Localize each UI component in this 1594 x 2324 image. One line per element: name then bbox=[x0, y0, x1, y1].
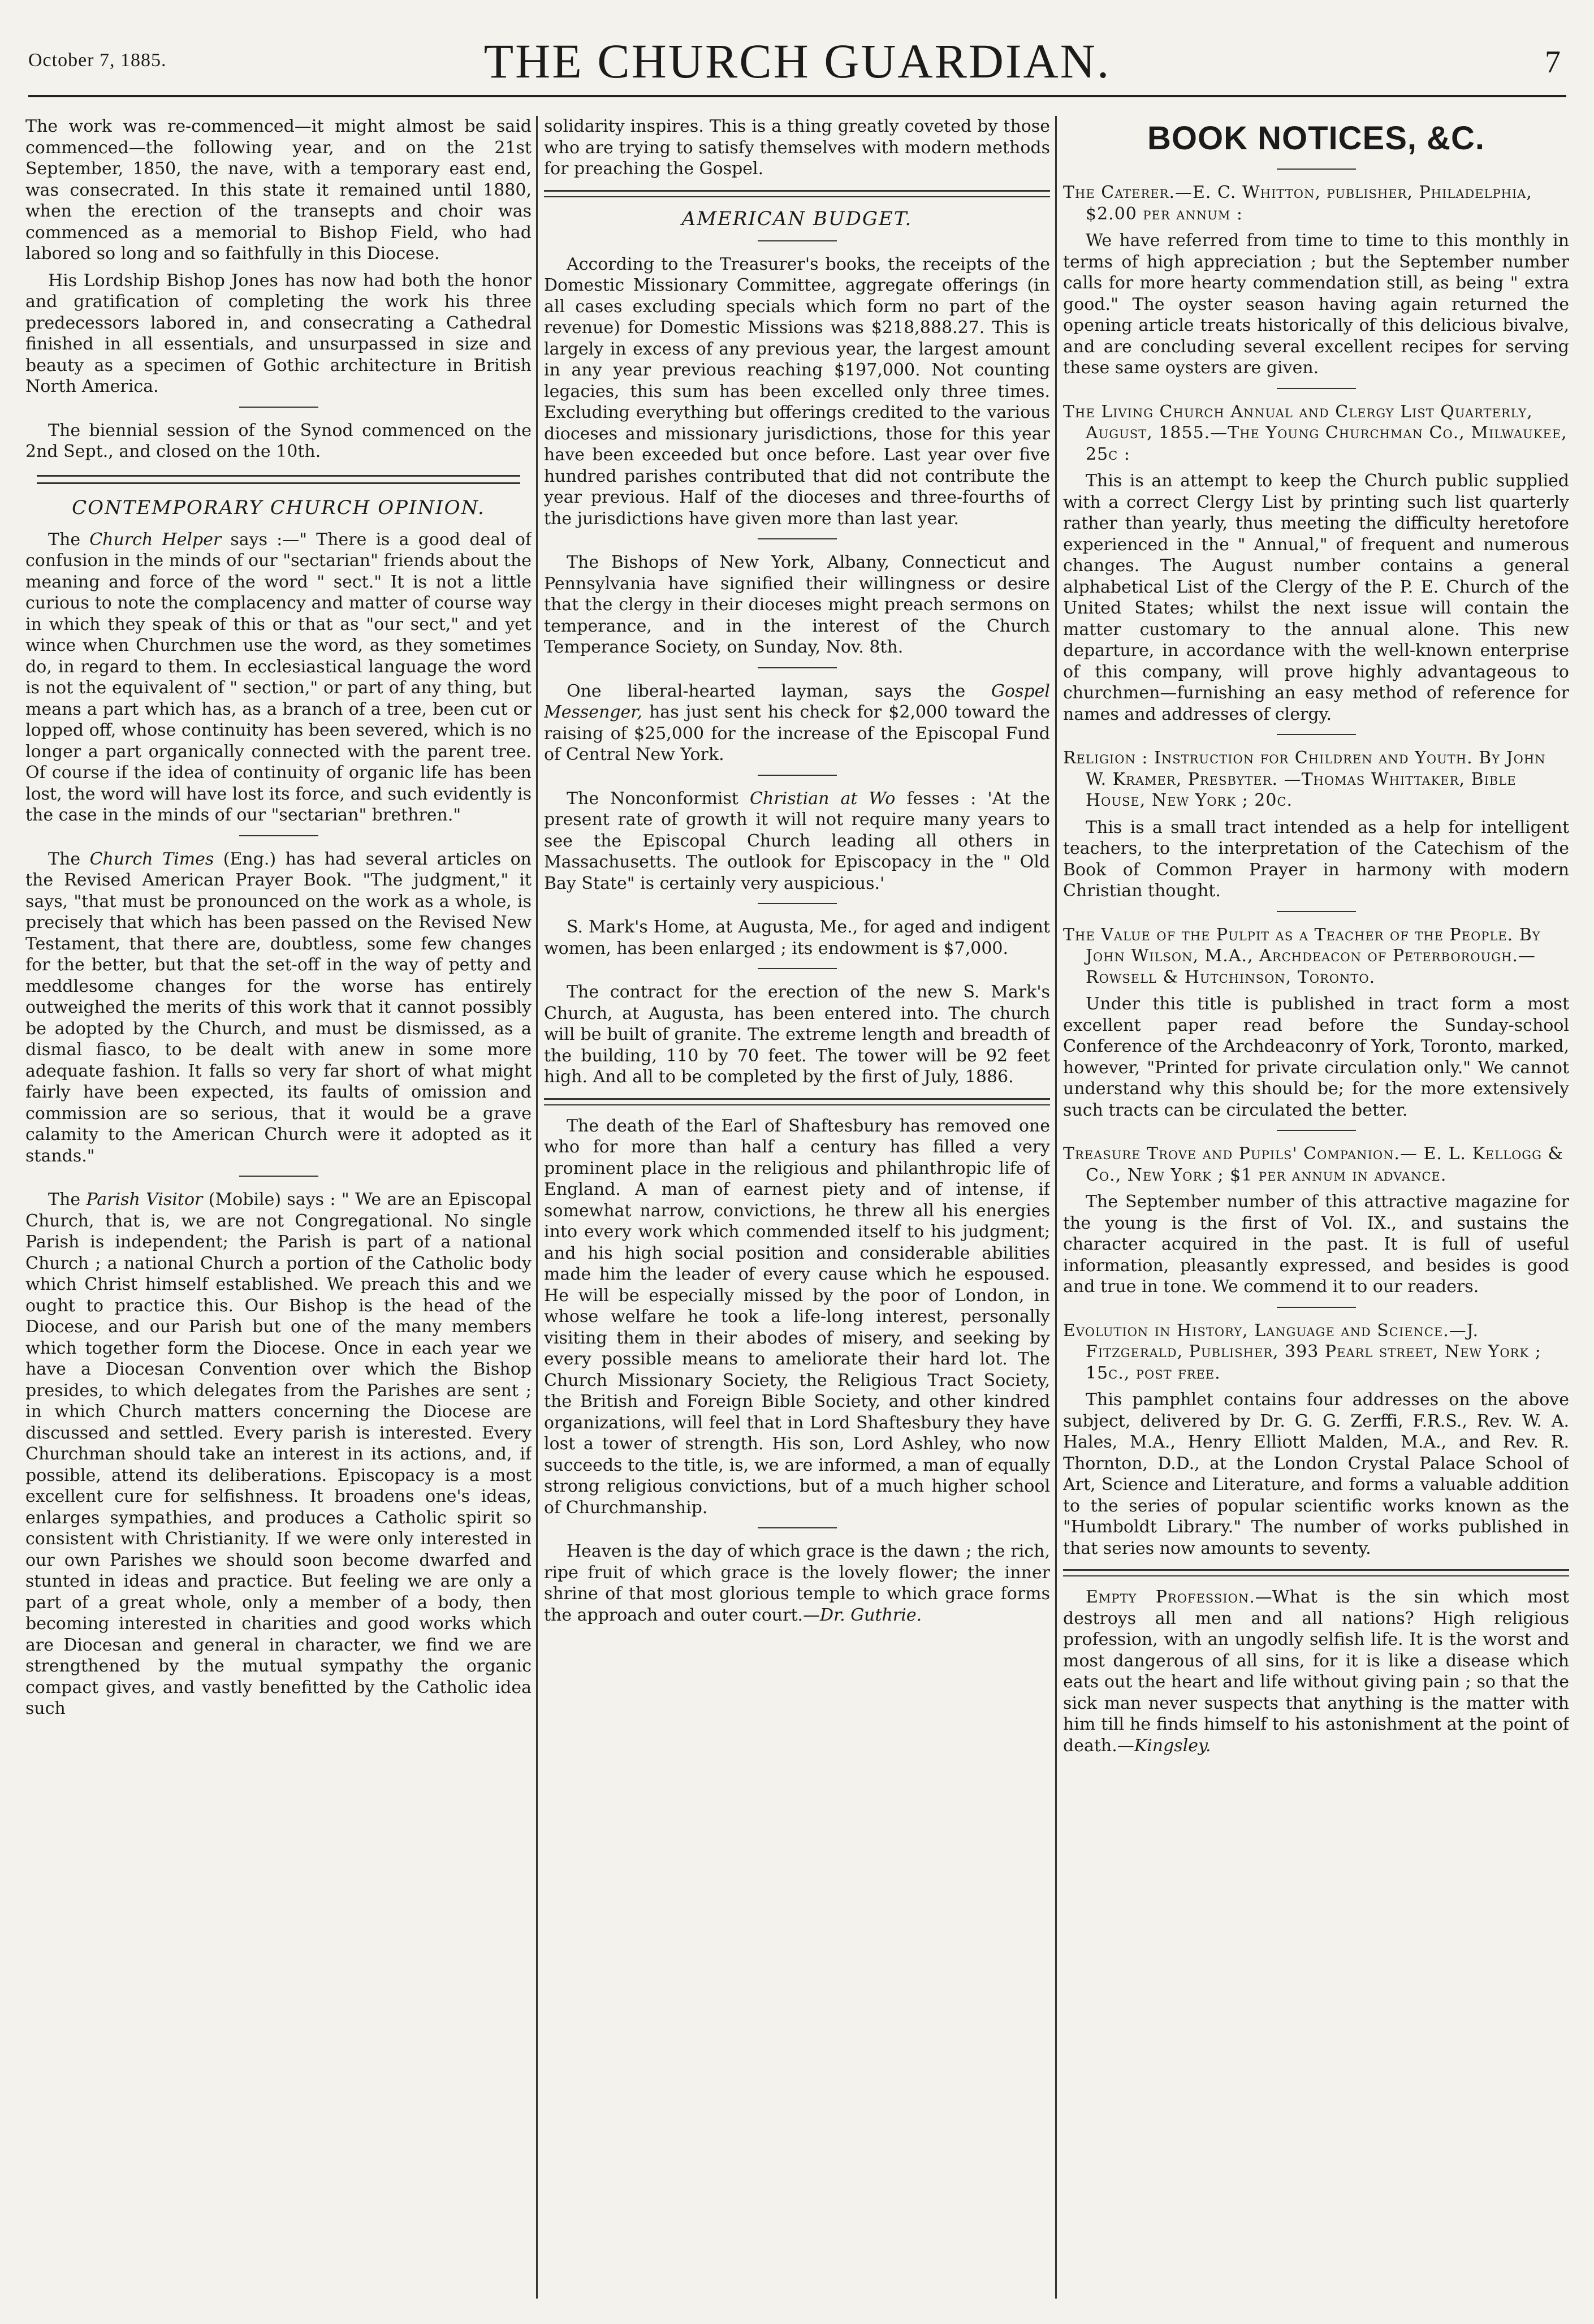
separator bbox=[1277, 1307, 1356, 1308]
column-1 bbox=[25, 116, 532, 2299]
separator bbox=[239, 1176, 318, 1177]
layman-paragraph bbox=[544, 681, 1050, 766]
separator bbox=[758, 903, 837, 904]
book-notice-body: This is an attempt to keep the Church public supplied with a correct Clergy List by printing such list quarterly rather than yearly, thus meeting the difficulty heretofore experienced in the " Annual," of frequent and numerous changes. The August number contains a general alphabetical List of the Clergy of the P. E. Church of the United States; whilst the next issue will contain the matter customary to the annual alone. This new departure, in accordance with the well-known enterprise of this company, will prove highly advantageous to churchmen—furnishing an easy method of reference for names and addresses of clergy. bbox=[1063, 471, 1569, 724]
separator bbox=[1277, 388, 1356, 389]
book-notice-heading: The Value of the Pulpit as a Teacher of the People. By John Wilson, M.A., Archdeacon of Peterborough.—Rowsell & Hutchinson, Toronto. bbox=[1063, 925, 1541, 987]
separator bbox=[1277, 911, 1356, 912]
column-rule-1 bbox=[536, 116, 538, 2299]
publication-name: Gospel Messenger, bbox=[544, 681, 1050, 722]
separator bbox=[1277, 1130, 1356, 1131]
book-notice-body: We have referred from time to time to this monthly in terms of high appreciation ; but the September number calls for more hearty commendation still, as being " extra good." The oyster season having again returned the opening article treats historically of this delicious bivalve, and are concluding several excellent recipes for serving these same oysters are given. bbox=[1063, 231, 1569, 378]
parish-visitor-paragraph: The Parish Visitor (Mobile) says : " We are an Episcopal Church, that is, we are not Congregational. No single Parish is independent; the Parish is part of a national Church ; a national Church a portion of the Catholic body which Christ himself established. We preach this and we ought to practice this. Our Bishop is the head of the Diocese, and our Parish but one of the many members which together form the Diocese. Once in each year we have a Diocesan Convention over which the Bishop presides, to which delegates from the Parishes are sent ; in which Church matters concerning the Diocese are discussed and settled. Every parish is interested. Every Churchman should take an interest in its actions, and, if possible, attend its deliberations. Episcopacy is a most excellent cure for selfishness. It broadens one's ideas, enlarges sympathies, and produces a Catholic spirit so consistent with Christianity. If we were only interested in our own Parishes we should soon become dwarfed and stunted in ideas and practice. But feeling we are only a part of a great whole, only a member of a body, then becoming interested in charities and good works which are Diocesan and general in character, we find we are strengthened by the mutual sympathy the organic compact gives, and vastly benefitted by the Catholic idea such bbox=[25, 1190, 532, 1718]
book-notice-body: This is a small tract intended as a help for intelligent teachers, to the interpretation of the Catechism of the Book of Common Prayer in harmony with modern Christian thought. bbox=[1063, 817, 1569, 901]
column-3 bbox=[1063, 116, 1569, 2299]
shaftesbury-paragraph: The death of the Earl of Shaftesbury has removed one who for more than half a century has filled a very prominent place in the religious and philanthropic life of England. A man of earnest piety and of intense, if somewhat narrow, convictions, he threw all his energies into every work which commended itself to his judgment; and his high social position and considerable abilities made him the leader of every cause which he espoused. He will be especially missed by the poor of London, in whose welfare he took a life-long interest, personally visiting them in their abodes of misery, and seeking by every possible means to ameliorate their hard lot. The Church Missionary Society, the Religious Tract Society, the British and Foreign Bible Society, and other kindred organizations, will feel that in Lord Shaftesbury they have lost a tower of strength. His son, Lord Ashley, who now succeeds to the title, is, we are informed, a man of equally strong religious convictions, but of a much higher school of Churchmanship. bbox=[544, 1116, 1050, 1518]
cathedral-paragraph-2: His Lordship Bishop Jones has now had both the honor and gratification of completing the work his three predecessors labored in, and consecrating a Cathedral finished in all essentials, and unsurpassed in size and beauty as a specimen of Gothic architecture in British North America. bbox=[25, 270, 532, 396]
double-rule bbox=[544, 1098, 1050, 1105]
issue-date: October 7, 1885. bbox=[28, 50, 167, 71]
book-notice-body: The September number of this attractive magazine for the young is the first of Vol. IX., and sustains the character acquired in the past. It is full of useful information, pleasantly expressed, and besides is good and true in tone. We commend it to our readers. bbox=[1063, 1192, 1569, 1297]
paragraph-text: The Nonconformist bbox=[567, 788, 738, 809]
section-title-contemporary-opinion: CONTEMPORARY CHURCH OPINION. bbox=[72, 496, 485, 519]
separator bbox=[758, 968, 837, 969]
paragraph-heading: Empty Profession. bbox=[1086, 1587, 1255, 1607]
publication-name: Church Helper bbox=[89, 529, 222, 550]
section-title-american-budget: AMERICAN BUDGET. bbox=[681, 207, 913, 230]
separator bbox=[758, 667, 837, 668]
book-notice-heading: The Caterer.—E. C. Whitton, publisher, Philadelphia, $2.00 per annum : bbox=[1063, 183, 1532, 224]
paragraph-text: Heaven is the day of which grace is the dawn ; the rich, ripe fruit of which grace is the lovely flower; the inner shrine of that most glorious temple to which grace forms the approach and outer court. bbox=[544, 1541, 1050, 1625]
church-helper-paragraph: The Church Helper says :—" There is a good deal of confusion in the minds of our "sectarian" friends about the meaning and force of the word " sect." It is not a little curious to note the complacency and matter of course way in which they speak of this or that as "our sect," and yet wince when Churchmen use the word, as they sometimes do, in regard to them. In ecclesiastical language the word is not the equivalent of " section," or part of any thing, but means a part which has, as a branch of a tree, been cut or lopped off, whose continuity has been severed, which is no longer a part organically connected with the parent tree. Of course if the idea of continuity of organic life has been lost, the word will have lost its force, and such evidently is the case in the minds of our "sectarian" brethren." bbox=[25, 529, 532, 825]
separator bbox=[758, 538, 837, 539]
publication-name: Parish Visitor bbox=[86, 1190, 203, 1209]
empty-profession-paragraph bbox=[1063, 1587, 1569, 1756]
quote-attribution: —Dr. Guthrie. bbox=[803, 1605, 922, 1625]
paragraph-text: has just sent his check for $2,000 toward the raising of $25,000 for the increase of the Episcopal Fund of Central New York. bbox=[544, 702, 1050, 764]
synod-paragraph: The biennial session of the Synod commenced on the 2nd Sept., and closed on the 10th. bbox=[25, 420, 532, 461]
paragraph-text: fesses : 'At the present rate of growth it will not require many years to see the Episcopal Church leading all others in Massachusetts. The outlook for Episcopacy in the " Old Bay State" is certainly very auspicious.' bbox=[544, 788, 1050, 893]
quote-attribution: —Kingsley. bbox=[1117, 1735, 1211, 1756]
treasurer-paragraph: According to the Treasurer's books, the receipts of the Domestic Missionary Committee, aggregate offerings (in all cases excluding specials which form no part of the revenue) for Domestic Missions was $218,888.27. This is largely in excess of any previous year, the largest amount in any year previous reaching $197,000. Not counting legacies, this sum has been excelled only three times. Excluding everything but offerings credited to the various dioceses and missionary jurisdictions, those for this year have been exceeded but once before. Last year over five hundred parishes contributed that did not contribute the year previous. Half of the dioceses and three-fourths of the jurisdictions have given more than last year. bbox=[544, 254, 1050, 529]
double-rule bbox=[544, 190, 1050, 197]
double-rule bbox=[37, 475, 520, 484]
book-notice-body: Under this title is published in tract form a most excellent paper read before the Sunday-school Conference of the Archdeaconry of York, Toronto, marked, however, "Printed for private circulation only." We cannot understand why this should be; for the more extensively such tracts can be circulated the better. bbox=[1063, 994, 1569, 1120]
separator bbox=[758, 240, 837, 241]
publication-name: Christian at Wo bbox=[750, 788, 896, 809]
paragraph-text: says :—" There is a good deal of confusion in the minds of our "sectarian" friends about the meaning and force of the word " sect." It is not a little curious to note the complacency and matter of course way in which they speak of this or that as "our sect," and yet wince when Churchmen use the word, as they sometimes do, in regard to them. In ecclesiastical language the word is not the equivalent of " section," or part of any thing, but means a part which has, as a branch of a tree, been cut or lopped off, whose continuity has been severed, which is no longer a part organically connected with the parent tree. Of course if the idea of continuity of organic life has been lost, the word will have lost its force, and such evidently is the case in the minds of our "sectarian" brethren." bbox=[25, 529, 532, 825]
marks-home-paragraph: S. Mark's Home, at Augusta, Me., for aged and indigent women, has been enlarged ; its endowment is $7,000. bbox=[544, 917, 1050, 958]
column-rule-2 bbox=[1055, 116, 1057, 2299]
book-notice-heading: Evolution in History, Language and Science.—J. Fitzgerald, Publisher, 393 Pearl street, New York ; 15c., post free. bbox=[1063, 1320, 1541, 1383]
book-notice-heading: The Living Church Annual and Clergy List Quarterly, August, 1855.—The Young Churchman Co., Milwaukee, 25c : bbox=[1063, 401, 1567, 464]
separator bbox=[239, 835, 318, 836]
paragraph-text: (Eng.) has had several articles on the Revised American Prayer Book. "The judgment," it says, "that must be pronounced on the work as a whole, is precisely that which has been passed on the Revised New Testament, that there are, doubtless, some few changes for the better, but that the set-off in the way of petty and meddlesome changes for the worse has entirely outweighed the merits of this work that it cannot possibly be adopted by the Church, and must be dismissed, as a dismal fiasco, to be dealt with anew in some more adequate fashion. It falls so very far short of what might fairly have been expected, its faults of omission and commission are so serious, that it would be a grave calamity to the American Church were it adopted as it stands." bbox=[25, 849, 532, 1166]
book-notice-body: This pamphlet contains four addresses on the above subject, delivered by Dr. G. G. Zerffi, F.R.S., Rev. W. A. Hales, M.A., Henry Elliott Malden, M.A., and Rev. R. Thornton, D.D., at the London Crystal Palace School of Art, Science and Literature, and forms a valuable addition to the series of popular scientific works known as the "Humboldt Library." The number of works published in that series now amounts to seventy. bbox=[1063, 1390, 1569, 1558]
marks-church-paragraph: The contract for the erection of the new S. Mark's Church, at Augusta, has been entered into. The church will be built of granite. The extreme length and breadth of the building, 110 by 70 feet. The tower will be 92 feet high. And all to be completed by the first of July, 1886. bbox=[544, 982, 1050, 1087]
separator bbox=[1277, 734, 1356, 735]
separator bbox=[239, 407, 318, 408]
heaven-quote-paragraph bbox=[544, 1541, 1050, 1626]
double-rule bbox=[1063, 1569, 1569, 1576]
separator bbox=[1277, 169, 1356, 170]
masthead-title: THE CHURCH GUARDIAN. bbox=[483, 34, 1111, 88]
book-notice-heading: Religion : Instruction for Children and Youth. By John W. Kramer, Presbyter. —Thomas Whittaker, Bible House, New York ; 20c. bbox=[1063, 748, 1546, 810]
publication-name: Church Times bbox=[89, 849, 214, 869]
column-2 bbox=[544, 116, 1050, 2299]
continued-paragraph: solidarity inspires. This is a thing greatly coveted by those who are trying to satisfy themselves with modern methods for preaching the Gospel. bbox=[544, 116, 1050, 179]
book-notice-heading: Treasure Trove and Pupils' Companion.— E. L. Kellogg & Co., New York ; $1 per annum in advance. bbox=[1063, 1144, 1564, 1185]
cathedral-paragraph-1: The work was re-commenced—it might almost be said commenced—the following year, and on the 21st September, 1850, the nave, with a temporary east end, was consecrated. In this state it remained until 1880, when the erection of the transepts and choir was commenced as a memorial to Bishop Field, who had labored so long and so faithfully in this Diocese. bbox=[25, 116, 532, 263]
nonconformist-paragraph bbox=[544, 788, 1050, 895]
book-notices-title: BOOK NOTICES, &C. bbox=[1147, 120, 1485, 157]
page-number: 7 bbox=[1545, 45, 1561, 80]
separator bbox=[758, 1527, 837, 1528]
paragraph-text: One liberal-hearted layman, says the bbox=[567, 681, 966, 701]
church-times-paragraph: The Church Times (Eng.) has had several articles on the Revised American Prayer Book. "The judgment," it says, "that must be pronounced on the work as a whole, is precisely that which has been passed on the Revised New Testament, that there are, doubtless, some few changes for the better, but that the set-off in the way of petty and meddlesome changes for the worse has entirely outweighed the merits of this work that it cannot possibly be adopted by the Church, and must be dismissed, as a dismal fiasco, to be dealt with anew in some more adequate fashion. It falls so very far short of what might fairly have been expected, its faults of omission and commission are so serious, that it would be a grave calamity to the American Church were it adopted as it stands." bbox=[25, 849, 532, 1166]
page-header bbox=[28, 10, 1566, 97]
paragraph-text: —What is the sin which most destroys all men and all nations? High religious profession, with an ungodly selfish life. It is the worst and most dangerous of all sins, for it is like a disease which eats out the heart and life without giving pain ; so that the sick man never suspects that anything is the matter with him till he finds himself to his astonishment at the point of death. bbox=[1063, 1587, 1569, 1756]
bishops-paragraph: The Bishops of New York, Albany, Connecticut and Pennsylvania have signified their willingness or desire that the clergy in their dioceses might preach sermons on temperance, and in the interest of the Church Temperance Society, on Sunday, Nov. 8th. bbox=[544, 552, 1050, 657]
separator bbox=[758, 775, 837, 776]
paragraph-text: (Mobile) says : " We are an Episcopal Church, that is, we are not Congregational. No single Parish is independent; the Parish is part of a national Church ; a national Church a portion of the Catholic body which Christ himself established. We preach this and we ought to practice this. Our Bishop is the head of the Diocese, and our Parish but one of the many members which together form the Diocese. Once in each year we have a Diocesan Convention over which the Bishop presides, to which delegates from the Parishes are sent ; in which Church matters concerning the Diocese are discussed and settled. Every parish is interested. Every Churchman should take an interest in its actions, and, if possible, attend its deliberations. Episcopacy is a most excellent cure for selfishness. It broadens one's ideas, enlarges sympathies, and produces a Catholic spirit so consistent with Christianity. If we were only interested in our own Parishes we should soon become dwarfed and stunted in ideas and practice. But feeling we are only a part of a great whole, only a member of a body, then becoming interested in charities and good works which are Diocesan and general in character, we find we are strengthened by the mutual sympathy the organic compact gives, and vastly benefitted by the Catholic idea such bbox=[25, 1190, 532, 1718]
